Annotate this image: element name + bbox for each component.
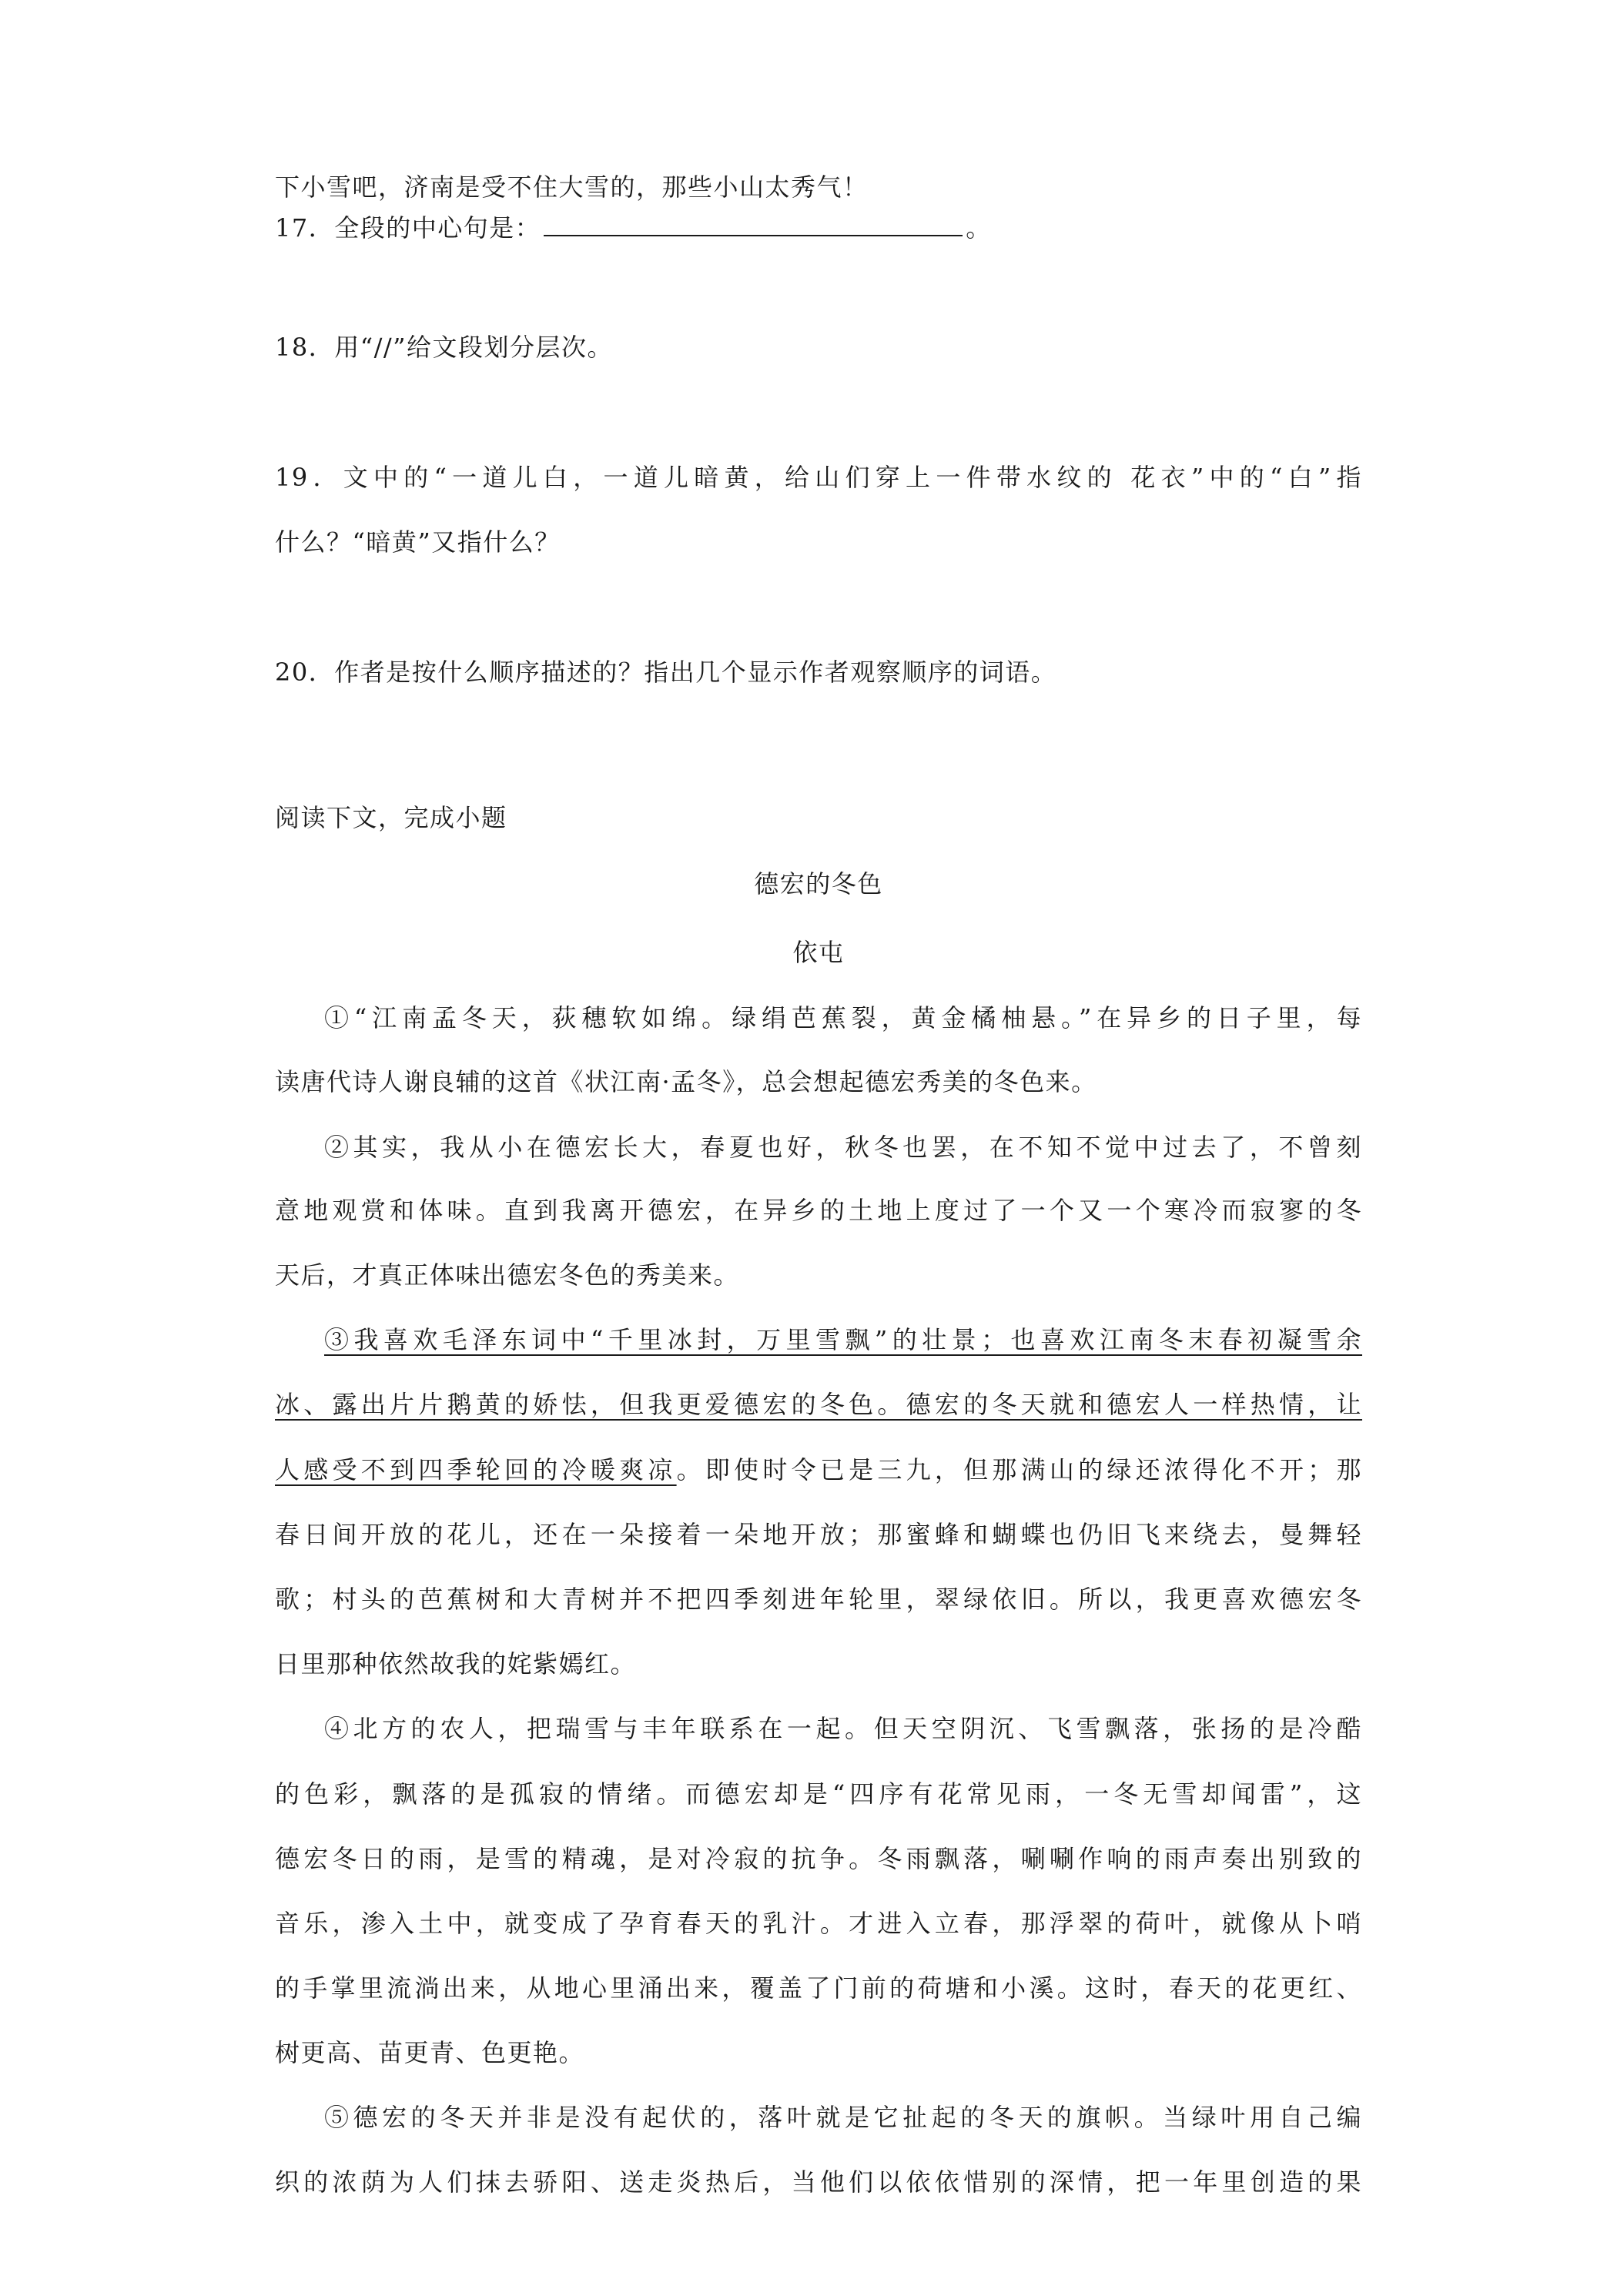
paragraph-3-line-6: 日里那种依然故我的姹紫嫣红。 xyxy=(275,1649,637,1678)
paragraph-4-line-5: 的手掌里流淌出来，从地心里涌出来，覆盖了门前的荷塘和小溪。这时，春天的花更红、 xyxy=(275,1973,1362,2003)
paragraph-4-line-6: 树更高、苗更青、色更艳。 xyxy=(275,2038,585,2067)
question-20: 20．作者是按什么顺序描述的？指出几个显示作者观察顺序的词语。 xyxy=(275,658,1057,687)
paragraph-4-line-1: ④北方的农人，把瑞雪与丰年联系在一起。但天空阴沉、飞雪飘落，张扬的是冷酷 xyxy=(324,1714,1362,1743)
reading-instruction: 阅读下文，完成小题 xyxy=(275,803,507,832)
underlined-sentence: 冰、露出片片鹅黄的娇怯，但我更爱德宏的冬色。德宏的冬天就和德宏人一样热情，让 xyxy=(275,1390,1362,1419)
paragraph-2-line-2: 意地观赏和体味。直到我离开德宏，在异乡的土地上度过了一个又一个寒冷而寂寥的冬 xyxy=(275,1196,1362,1225)
paragraph-3-line-3-rest: 。即使时令已是三九，但那满山的绿还浓得化不开；那 xyxy=(676,1455,1362,1484)
paragraph-1-line-1: ①“江南孟冬天，荻穗软如绵。绿绢芭蕉裂，黄金橘柚悬。”在异乡的日子里，每 xyxy=(324,1003,1362,1033)
paragraph-3-line-2 xyxy=(275,1389,1362,1420)
intro-line: 下小雪吧，济南是受不住大雪的，那些小山太秀气！ xyxy=(275,172,869,202)
paragraph-5-line-2: 织的浓荫为人们抹去骄阳、送走炎热后，当他们以依依惜别的深情，把一年里创造的果 xyxy=(275,2167,1362,2197)
question-18: 18．用“//”给文段划分层次。 xyxy=(275,333,614,362)
paragraph-3-line-3 xyxy=(275,1454,1362,1485)
underlined-sentence: ③我喜欢毛泽东词中“千里冰封，万里雪飘”的壮景；也喜欢江南冬末春初凝雪余 xyxy=(324,1325,1362,1354)
paragraph-3-line-1 xyxy=(324,1324,1362,1355)
question-17-suffix: 。 xyxy=(966,213,992,243)
article-author: 依屯 xyxy=(792,938,845,967)
question-17-prompt: 17．全段的中心句是： xyxy=(275,213,541,243)
answer-blank[interactable] xyxy=(544,212,963,236)
paragraph-1-line-2: 读唐代诗人谢良辅的这首《状江南·孟冬》，总会想起德宏秀美的冬色来。 xyxy=(275,1067,1097,1096)
paragraph-4-line-4: 音乐，渗入土中，就变成了孕育春天的乳汁。才进入立春，那浮翠的荷叶，就像从卜哨 xyxy=(275,1909,1362,1938)
question-17 xyxy=(275,212,992,243)
paragraph-2-line-3: 天后，才真正体味出德宏冬色的秀美来。 xyxy=(275,1260,740,1290)
paragraph-2-line-1: ②其实，我从小在德宏长大，春夏也好，秋冬也罢，在不知不觉中过去了，不曾刻 xyxy=(324,1133,1362,1162)
paragraph-3-line-5: 歌；村头的芭蕉树和大青树并不把四季刻进年轮里，翠绿依旧。所以，我更喜欢德宏冬 xyxy=(275,1585,1362,1614)
question-19-line-2: 什么？“暗黄”又指什么？ xyxy=(275,527,561,557)
paragraph-5-line-1: ⑤德宏的冬天并非是没有起伏的，落叶就是它扯起的冬天的旗帜。当绿叶用自己编 xyxy=(324,2103,1362,2132)
underlined-sentence: 人感受不到四季轮回的冷暖爽凉 xyxy=(275,1455,677,1484)
paragraph-4-line-2: 的色彩，飘落的是孤寂的情绪。而德宏却是“四序有花常见雨，一冬无雪却闻雷”，这 xyxy=(275,1779,1362,1809)
paragraph-4-line-3: 德宏冬日的雨，是雪的精魂，是对冷寂的抗争。冬雨飘落，唰唰作响的雨声奏出别致的 xyxy=(275,1844,1362,1873)
paragraph-3-line-4: 春日间开放的花儿，还在一朵接着一朵地开放；那蜜蜂和蝴蝶也仍旧飞来绕去，曼舞轻 xyxy=(275,1520,1362,1549)
question-19-line-1: 19．文中的“一道儿白，一道儿暗黄，给山们穿上一件带水纹的 花衣”中的“白”指 xyxy=(275,463,1362,492)
article-title: 德宏的冬色 xyxy=(754,869,883,899)
